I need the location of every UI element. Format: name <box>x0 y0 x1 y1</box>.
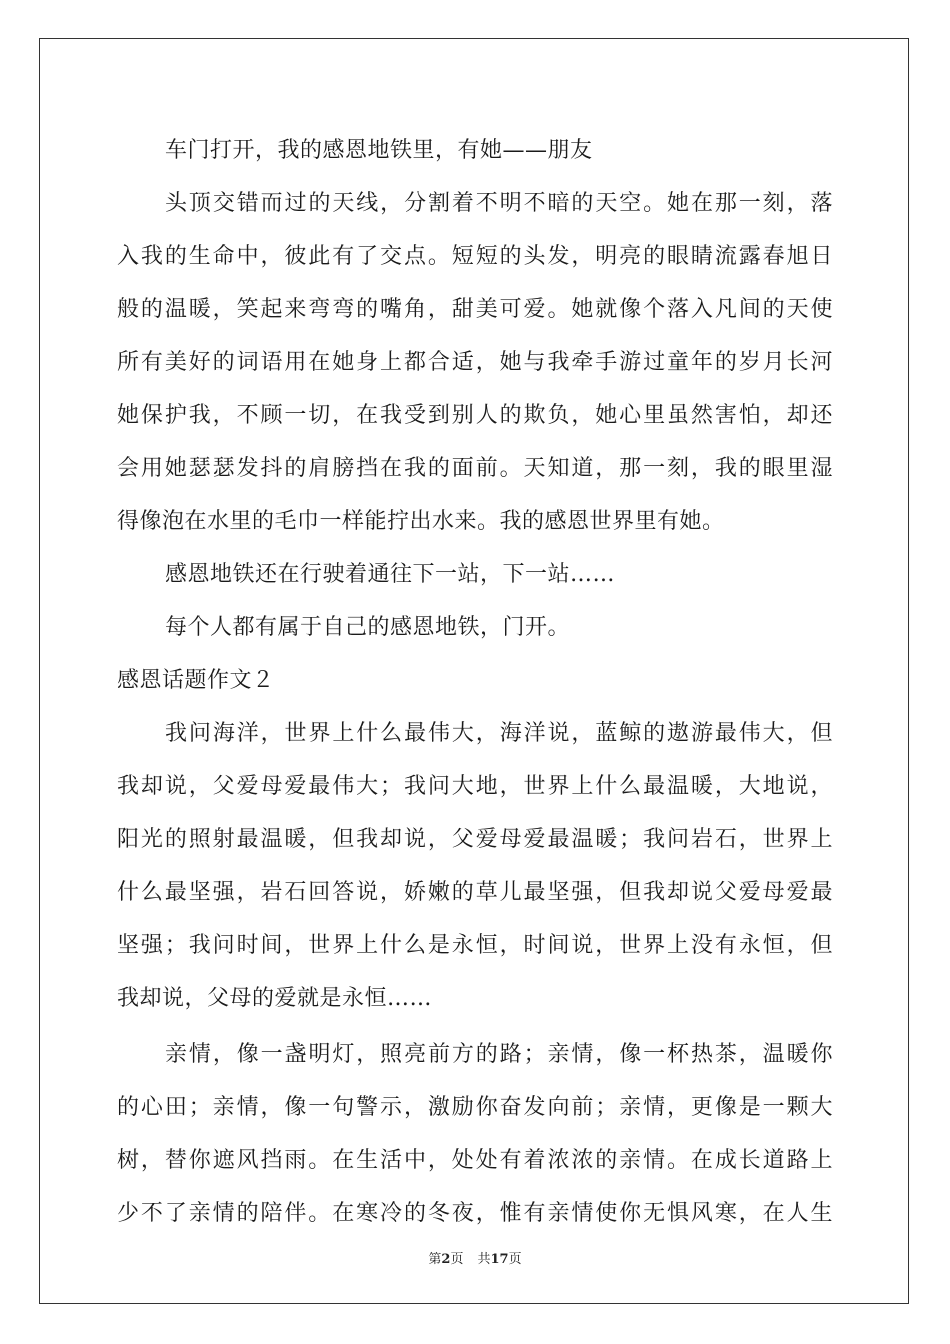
page-footer <box>0 1248 950 1267</box>
paragraph-line: 少不了亲情的陪伴。在寒冷的冬夜，惟有亲情使你无惧风寒，在人生 <box>117 1201 833 1226</box>
paragraph-line: 树，替你遮风挡雨。在生活中，处处有着浓浓的亲情。在成长道路上 <box>117 1148 833 1173</box>
paragraph-line: 般的温暖，笑起来弯弯的嘴角，甜美可爱。她就像个落入凡间的天使 <box>117 297 833 322</box>
paragraph-line: 亲情，像一盏明灯，照亮前方的路；亲情，像一杯热茶，温暖你 <box>165 1042 833 1067</box>
paragraph-line: 我却说，父爱母爱最伟大；我问大地，世界上什么最温暖，大地说， <box>117 774 833 799</box>
paragraph-line: 入我的生命中，彼此有了交点。短短的头发，明亮的眼睛流露春旭日 <box>117 244 833 269</box>
page-unit: 页 <box>450 1252 464 1267</box>
paragraph-line: 她保护我，不顾一切，在我受到别人的欺负，她心里虽然害怕，却还 <box>117 403 833 428</box>
paragraph-line: 坚强；我问时间，世界上什么是永恒，时间说，世界上没有永恒，但 <box>117 933 833 958</box>
paragraph-line: 我却说，父母的爱就是永恒…… <box>117 986 433 1011</box>
paragraph-line: 我问海洋，世界上什么最伟大，海洋说，蓝鲸的遨游最伟大，但 <box>165 721 833 746</box>
paragraph-line: 感恩地铁还在行驶着通往下一站，下一站…… <box>165 562 616 587</box>
paragraph-line: 所有美好的词语用在她身上都合适，她与我牵手游过童年的岁月长河 <box>117 350 833 375</box>
page-prefix: 第 <box>428 1252 442 1267</box>
paragraph-line: 会用她瑟瑟发抖的肩膀挡在我的面前。天知道，那一刻，我的眼里湿 <box>117 456 833 481</box>
total-pages: 17 <box>490 1252 509 1267</box>
paragraph-line: 阳光的照射最温暖，但我却说，父爱母爱最温暖；我问岩石，世界上 <box>117 827 833 852</box>
paragraph-line: 的心田；亲情，像一句警示，激励你奋发向前；亲情，更像是一颗大 <box>117 1095 833 1120</box>
section-heading: 感恩话题作文２ <box>117 668 275 693</box>
total-unit: 页 <box>508 1252 522 1267</box>
paragraph-line: 每个人都有属于自己的感恩地铁，门开。 <box>165 615 571 640</box>
total-prefix: 共 <box>477 1252 491 1267</box>
page-number: 2 <box>441 1252 451 1267</box>
paragraph-line: 车门打开，我的感恩地铁里，有她——朋友 <box>165 138 593 163</box>
paragraph-line: 头顶交错而过的天线，分割着不明不暗的天空。她在那一刻，落 <box>165 191 833 216</box>
document-body <box>117 124 833 1240</box>
paragraph-line: 什么最坚强，岩石回答说，娇嫩的草儿最坚强，但我却说父爱母爱最 <box>117 880 833 905</box>
paragraph-line: 得像泡在水里的毛巾一样能拧出水来。我的感恩世界里有她。 <box>117 509 725 534</box>
